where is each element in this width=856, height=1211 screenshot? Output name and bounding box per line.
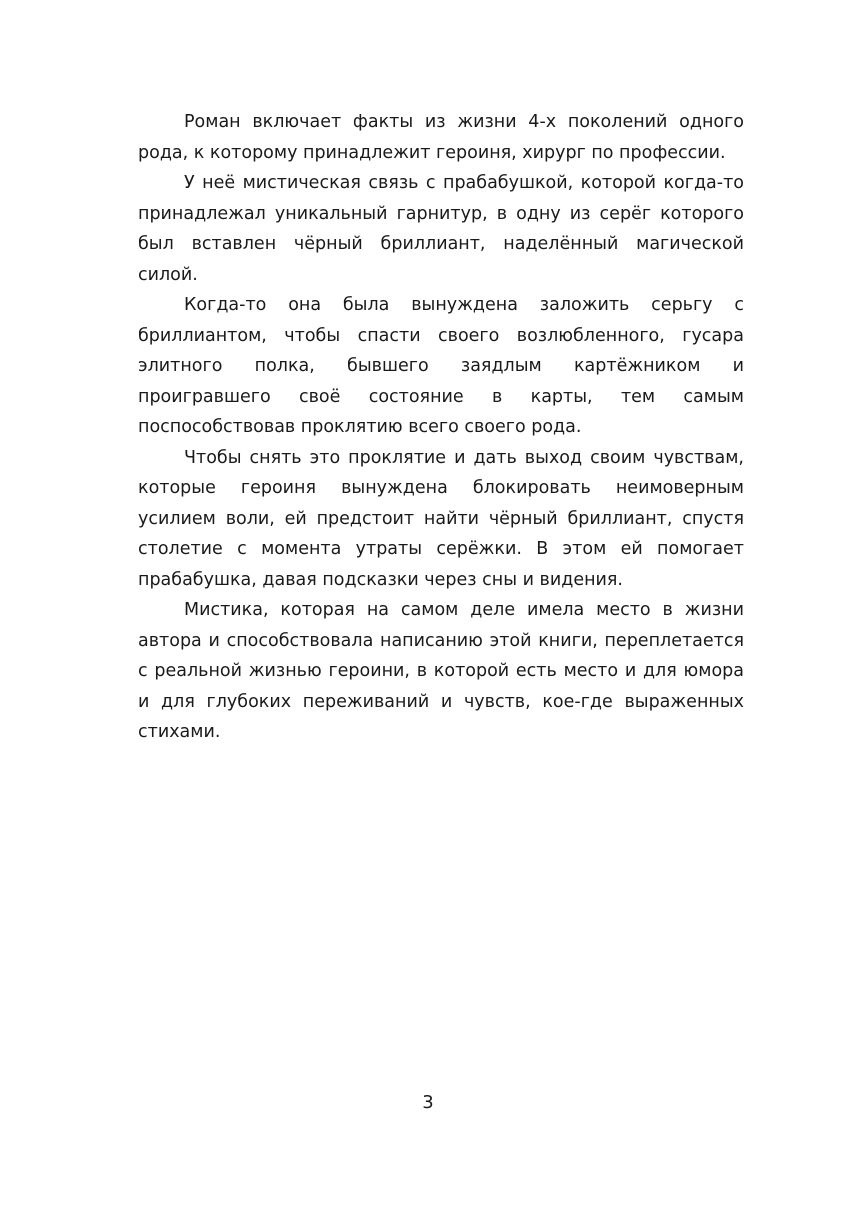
paragraph-3: Когда-то она была вынуждена заложить серьгу с бриллиантом, чтобы спасти своего возлюбленного, гусара элитного полка, бывшего заядлым картёжником и проигравшего своё состояние в карты, тем самым поспособствовав проклятию всего своего рода. <box>138 295 744 437</box>
page-number: 3 <box>422 1092 434 1113</box>
body-text <box>138 107 744 748</box>
paragraph-4: Чтобы снять это проклятие и дать выход своим чувствам, которые героиня вынуждена блокировать неимоверным усилием воли, ей предстоит найти чёрный бриллиант, спустя столетие с момента утраты серёжки. В этом ей помогает прабабушка, давая подсказки через сны и видения. <box>138 447 744 590</box>
paragraph-2: У неё мистическая связь с прабабушкой, которой когда-то принадлежал уникальный гарнитур, в одну из серёг которого был вставлен чёрный бриллиант, наделённый магической силой. <box>138 173 744 285</box>
paragraph-5: Мистика, которая на самом деле имела место в жизни автора и способствовала написанию этой книги, переплетается с реальной жизнью героини, в которой есть место и для юмора и для глубоких переживаний и чувств, кое-где выраженных стихами. <box>138 600 744 742</box>
paragraph-1: Роман включает факты из жизни 4-х поколений одного рода, к которому принадлежит героиня, хирург по профессии. <box>138 112 744 163</box>
